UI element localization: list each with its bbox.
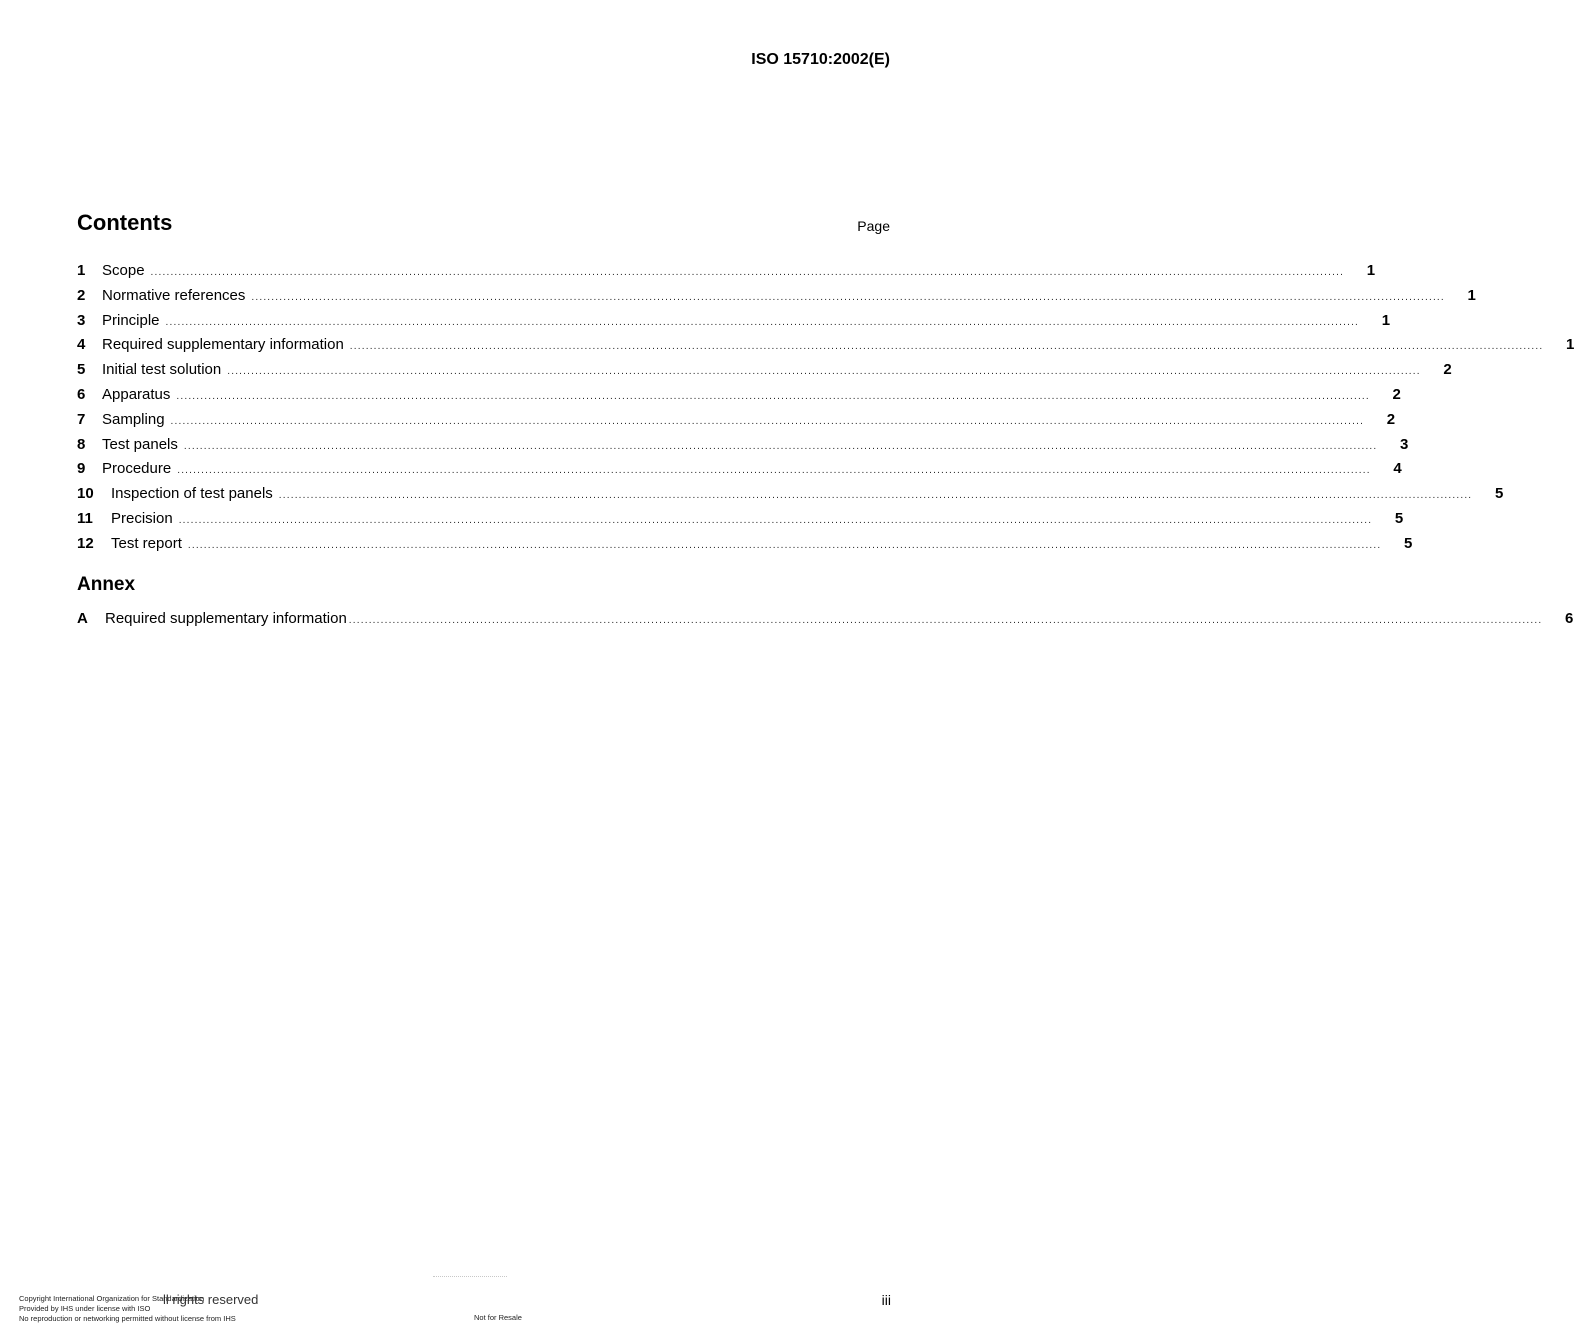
copyright-line: Provided by IHS under license with ISO: [19, 1304, 151, 1313]
toc-entry-number: 7: [77, 410, 86, 428]
toc-entry-page: 2: [1386, 410, 1396, 428]
toc-entry[interactable]: [77, 460, 1402, 485]
toc-entry-number: 10: [77, 485, 94, 503]
toc-entry-page: 5: [1404, 534, 1413, 552]
toc-entry-title: Initial test solution: [102, 361, 222, 379]
annex-list: [77, 610, 1574, 635]
page-column-label: Page: [857, 218, 890, 234]
dot-leader: ............................................................................................................................................................................................................................................................................................................: [150, 267, 1345, 278]
toc-entry-title: Test report: [111, 534, 182, 552]
table-of-contents: [77, 262, 1574, 560]
toc-entry-number: 3: [77, 311, 86, 329]
toc-entry[interactable]: [77, 485, 1504, 510]
toc-entry-page: 1: [1467, 286, 1476, 304]
toc-entry-number: 11: [77, 509, 93, 527]
dot-leader: ............................................................................................................................................................................................................................................................................................................: [183, 440, 1378, 452]
toc-entry-number: 2: [77, 286, 86, 304]
dot-leader: ............................................................................................................................................................................................................................................................................................................: [177, 465, 1371, 477]
toc-entry[interactable]: [77, 311, 1391, 337]
rights-reserved: ll rights reserved: [163, 1292, 259, 1307]
toc-entry-number: 12: [77, 534, 94, 552]
page-number: iii: [881, 1292, 891, 1308]
toc-entry-page: 2: [1443, 361, 1452, 379]
copyright-line: Copyright International Organization for Standardization: [19, 1294, 205, 1303]
annex-entry-letter: A: [77, 610, 88, 627]
toc-entry[interactable]: [77, 286, 1476, 312]
toc-entry[interactable]: [77, 435, 1409, 461]
dot-leader: ............................................................................................................................................................................................................................................................................................................: [227, 366, 1421, 378]
toc-entry[interactable]: [77, 385, 1401, 411]
dot-leader: ............................................................................................................................................................................................................................................................................................................: [165, 316, 1360, 328]
toc-entry-page: 1: [1366, 262, 1376, 279]
toc-entry-number: 6: [77, 385, 86, 403]
toc-entry[interactable]: [77, 361, 1452, 386]
toc-entry-number: 5: [77, 361, 86, 379]
dot-leader: ............................................................................................................................................................................................................................................................................................................: [278, 490, 1473, 502]
toc-entry-page: 3: [1400, 435, 1409, 453]
toc-entry-title: Inspection of test panels: [111, 485, 273, 503]
toc-entry[interactable]: [77, 534, 1413, 560]
copyright-notice: [19, 1294, 236, 1324]
toc-entry-title: Procedure: [102, 460, 172, 478]
toc-entry-number: 9: [77, 460, 86, 478]
toc-entry-number: 8: [77, 435, 86, 453]
dot-leader: ............................................................................................................................................................................................................................................................................................................: [349, 341, 1544, 353]
dot-leader: ............................................................................................................................................................................................................................................................................................................: [187, 539, 1382, 551]
toc-entry-page: 1: [1565, 336, 1574, 354]
toc-entry-page: 4: [1393, 460, 1402, 478]
dot-leader: ............................................................................................................................................................................................................................................................................................................: [176, 390, 1370, 402]
toc-entry-title: Apparatus: [102, 385, 171, 403]
toc-entry-page: 5: [1494, 485, 1504, 503]
toc-entry[interactable]: [77, 262, 1376, 287]
toc-entry-page: 5: [1394, 509, 1404, 527]
not-for-resale: Not for Resale: [474, 1313, 522, 1322]
annex-entry[interactable]: [77, 610, 1574, 635]
dot-leader: ............................................................................................................................................................................................................................................................................................................: [348, 615, 1543, 626]
toc-entry-page: 1: [1381, 311, 1391, 329]
toc-entry-title: Scope: [102, 262, 145, 279]
toc-entry-title: Test panels: [102, 435, 178, 453]
document-id: ISO 15710:2002(E): [751, 51, 890, 68]
toc-entry-page: 2: [1392, 385, 1401, 403]
toc-entry-title: Principle: [102, 311, 160, 329]
toc-entry[interactable]: [77, 410, 1396, 436]
dot-leader: ............................................................................................................................................................................................................................................................................................................: [170, 415, 1365, 427]
toc-entry-title: Normative references: [102, 286, 246, 304]
copyright-line: No reproduction or networking permitted without license from IHS: [19, 1314, 236, 1323]
annex-heading: Annex: [77, 574, 136, 595]
contents-heading: Contents: [77, 210, 173, 235]
toc-entry[interactable]: [77, 336, 1574, 361]
toc-entry-number: 4: [77, 336, 86, 354]
toc-entry-number: 1: [77, 262, 86, 279]
toc-entry-title: Required supplementary information: [102, 336, 344, 354]
faint-scan-mark: [433, 1276, 507, 1277]
annex-entry-title: Required supplementary information: [105, 610, 347, 627]
toc-entry-title: Sampling: [102, 410, 165, 428]
annex-entry-page: 6: [1564, 610, 1574, 627]
toc-entry-title: Precision: [111, 509, 173, 527]
dot-leader: ............................................................................................................................................................................................................................................................................................................: [178, 514, 1373, 526]
toc-entry[interactable]: [77, 509, 1404, 535]
dot-leader: ............................................................................................................................................................................................................................................................................................................: [251, 291, 1445, 303]
